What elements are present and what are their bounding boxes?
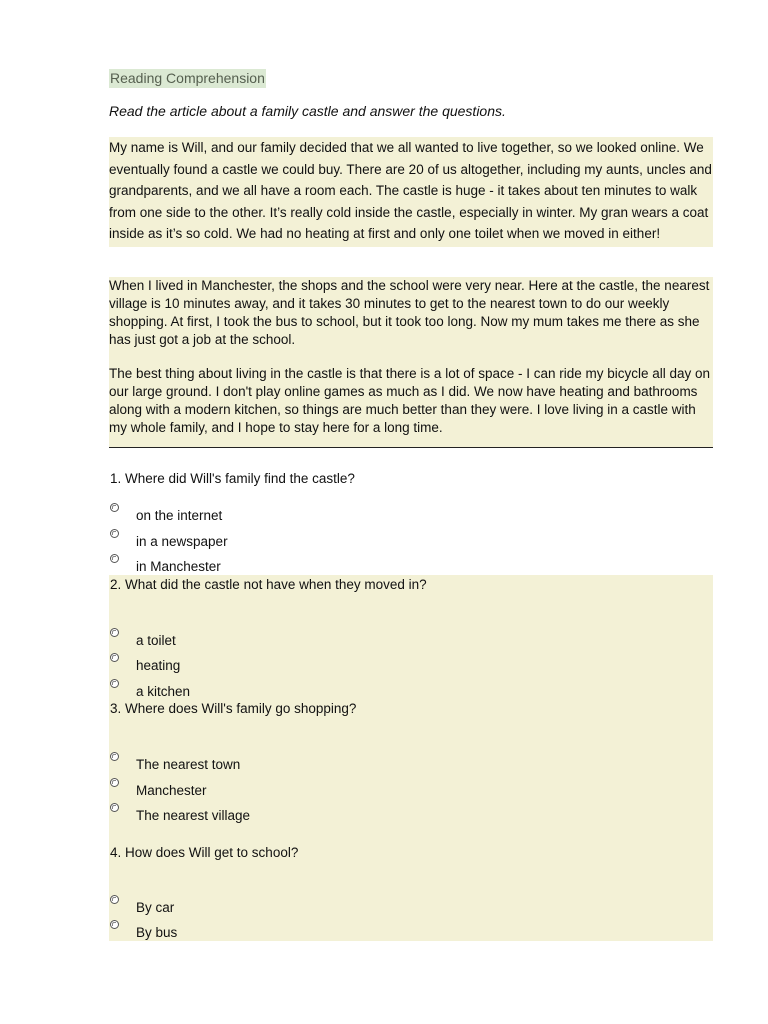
radio-button[interactable] (110, 503, 119, 512)
option-label: The nearest town (136, 757, 241, 772)
article-paragraph-1: My name is Will, and our family decided that we all wanted to live together, so we looked online. We eventually found a castle we could buy. There are 20 of us altogether, including my aunts, uncles and grandparents, and we all have a room each. The castle is huge - it takes about ten minutes to walk from one side to the other. It’s really cold inside the castle, especially in winter. My gran wears a coat inside as it’s so cold. We had no heating at first and only one toilet when we moved in either! (109, 137, 713, 247)
option-label: By bus (136, 925, 178, 940)
radio-button[interactable] (110, 628, 119, 637)
instructions: Read the article about a family castle and answer the questions. (109, 103, 506, 119)
question-3: 3. Where does Will's family go shopping? (110, 701, 357, 716)
question-2: 2. What did the castle not have when they moved in? (110, 577, 427, 592)
article-paragraph-3: The best thing about living in the castle is that there is a lot of space - I can ride my bicycle all day on our large ground. I don't play online games as much as I did. We now have heating and bathrooms along with a modern kitchen, so things are much better than they were. I love living in a castle with my whole family, and I hope to stay here for a long time. (109, 366, 711, 435)
option-label: heating (136, 658, 181, 673)
radio-button[interactable] (110, 920, 119, 929)
option-label: in a newspaper (136, 534, 228, 549)
radio-button[interactable] (110, 653, 119, 662)
radio-button[interactable] (110, 895, 119, 904)
option-label: in Manchester (136, 559, 221, 574)
radio-button[interactable] (110, 679, 119, 688)
radio-button[interactable] (110, 554, 119, 563)
radio-button[interactable] (110, 778, 119, 787)
option-label: Manchester (136, 783, 207, 798)
article-paragraphs-2-3 (109, 277, 713, 448)
page-title: Reading Comprehension (110, 70, 265, 86)
article-paragraph-2: When I lived in Manchester, the shops and the school were very near. Here at the castle, the nearest village is 10 minutes away, and it takes 30 minutes to get to the nearest town to do our weekly shopping. At first, I took the bus to school, but it took too long. Now my mum takes me there as she has just got a job at the school. (109, 278, 710, 347)
question-4: 4. How does Will get to school? (110, 845, 299, 860)
option-label: on the internet (136, 508, 223, 523)
radio-button[interactable] (110, 752, 119, 761)
option-label: By car (136, 900, 175, 915)
radio-button[interactable] (110, 529, 119, 538)
option-label: a kitchen (136, 684, 191, 699)
question-1: 1. Where did Will's family find the castle? (110, 471, 355, 486)
radio-button[interactable] (110, 803, 119, 812)
option-label: The nearest village (136, 808, 251, 823)
option-label: a toilet (136, 633, 176, 648)
